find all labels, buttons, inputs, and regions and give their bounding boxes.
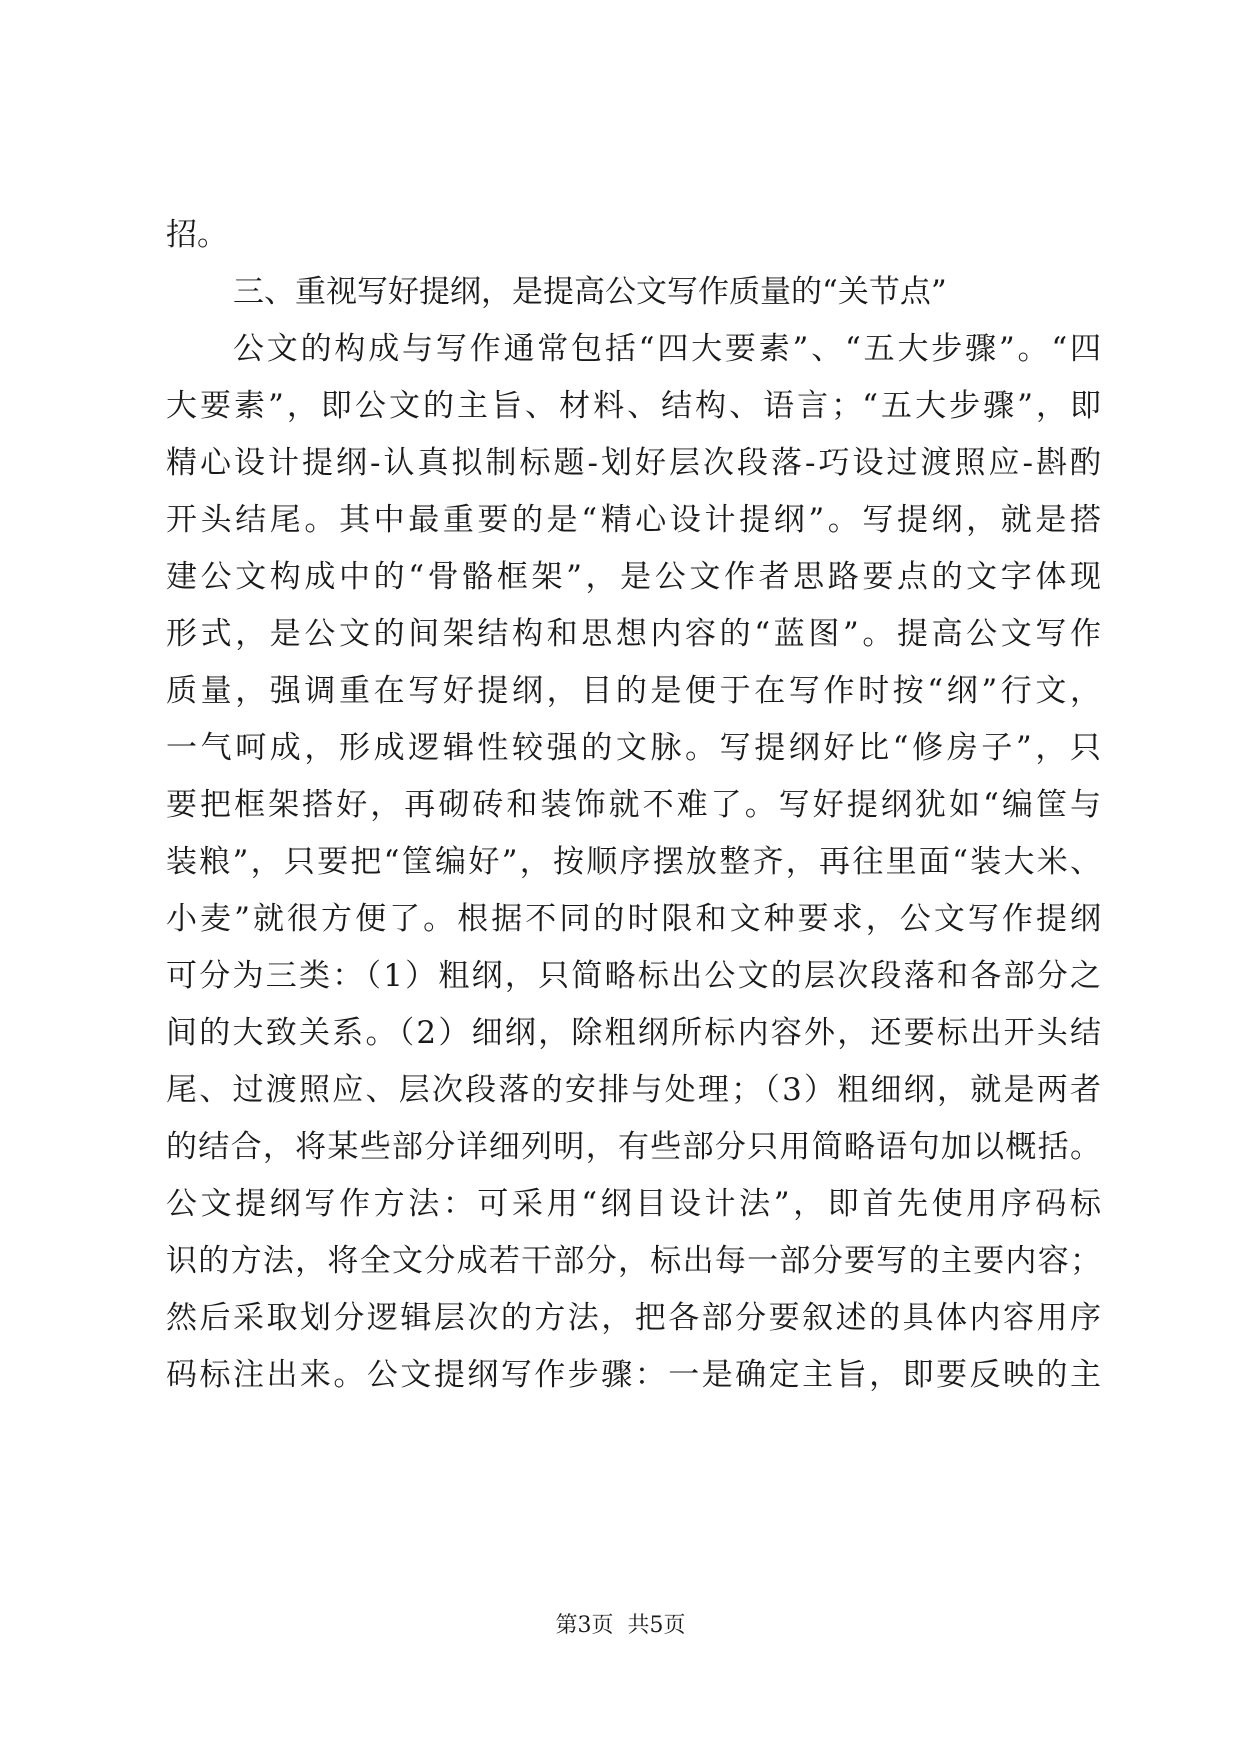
text-line: 装粮”，只要把“筐编好”，按顺序摆放整齐，再往里面“装大米、 [166, 844, 1101, 880]
text-line: 公文的构成与写作通常包括“四大要素”、“五大步骤”。“四 [233, 331, 1101, 367]
text-line: 的结合，将某些部分详细列明，有些部分只用简略语句加以概括。 [166, 1129, 1101, 1165]
page-prefix: 第 [555, 1613, 578, 1638]
page-suffix: 页 [591, 1613, 614, 1638]
text-line: 质量，强调重在写好提纲，目的是便于在写作时按“纲”行文， [166, 673, 1101, 709]
text-line: 可分为三类：（1）粗纲，只简略标出公文的层次段落和各部分之 [166, 958, 1101, 994]
text-line: 要把框架搭好，再砌砖和装饰就不难了。写好提纲犹如“编筐与 [166, 787, 1101, 823]
text-line: 识的方法，将全文分成若干部分，标出每一部分要写的主要内容； [166, 1243, 1101, 1279]
text-line: 精心设计提纲-认真拟制标题-划好层次段落-巧设过渡照应-斟酌 [166, 445, 1101, 481]
text-line: 尾、过渡照应、层次段落的安排与处理；（3）粗细纲，就是两者 [166, 1072, 1101, 1108]
page-number: 3 [577, 1613, 592, 1638]
text-line: 然后采取划分逻辑层次的方法，把各部分要叙述的具体内容用序 [166, 1300, 1101, 1336]
text-line: 建公文构成中的“骨骼框架”，是公文作者思路要点的文字体现 [166, 559, 1101, 595]
page-footer [0, 1611, 1241, 1641]
total-suffix: 页 [663, 1613, 686, 1638]
text-line: 形式，是公文的间架结构和思想内容的“蓝图”。提高公文写作 [166, 616, 1101, 652]
text-line: 招。 [166, 217, 228, 253]
text-line: 开头结尾。其中最重要的是“精心设计提纲”。写提纲，就是搭 [166, 502, 1101, 538]
text-line: 一气呵成，形成逻辑性较强的文脉。写提纲好比“修房子”，只 [166, 730, 1101, 766]
text-line: 大要素”，即公文的主旨、材料、结构、语言；“五大步骤”，即 [166, 388, 1101, 424]
text-line: 小麦”就很方便了。根据不同的时限和文种要求，公文写作提纲 [166, 901, 1101, 937]
total-prefix: 共 [627, 1613, 650, 1638]
text-line: 码标注出来。公文提纲写作步骤：一是确定主旨，即要反映的主 [166, 1357, 1101, 1393]
total-pages: 5 [649, 1613, 664, 1638]
text-line: 间的大致关系。（2）细纲，除粗纲所标内容外，还要标出开头结 [166, 1015, 1101, 1051]
section-heading: 三、重视写好提纲，是提高公文写作质量的“关节点” [233, 274, 947, 310]
text-line: 公文提纲写作方法：可采用“纲目设计法”，即首先使用序码标 [166, 1186, 1101, 1222]
